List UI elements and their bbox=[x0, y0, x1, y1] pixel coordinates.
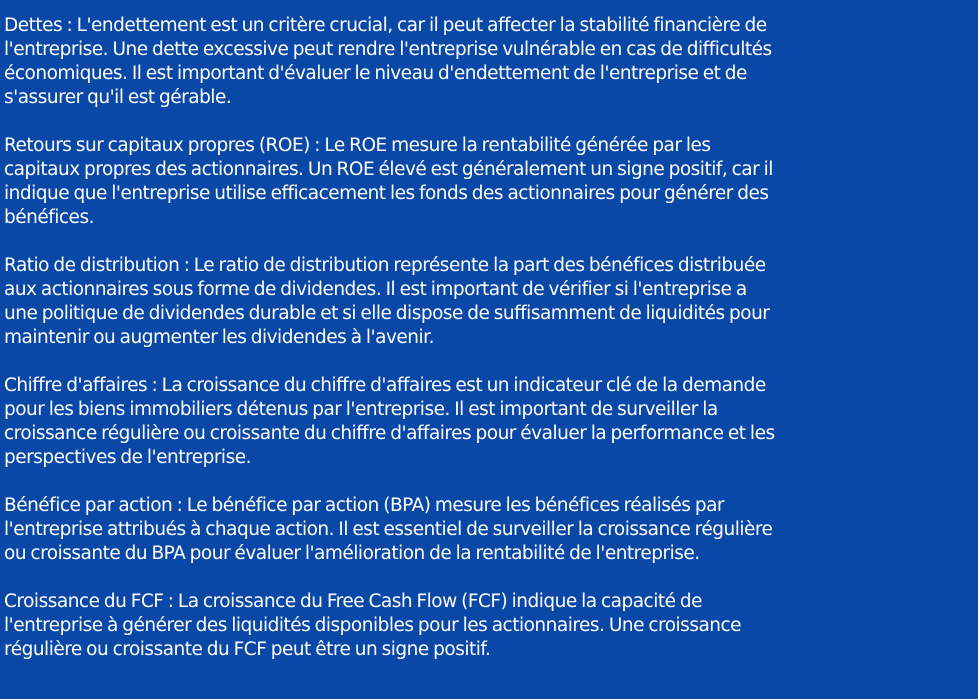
text-line: Chiffre d'affaires : La croissance du chiffre d'affaires est un indicateur clé de la demande bbox=[4, 375, 766, 396]
text-line: Dettes : L'endettement est un critère crucial, car il peut affecter la stabilité financière de bbox=[4, 15, 767, 36]
text-line: Ratio de distribution : Le ratio de distribution représente la part des bénéfices distribuée bbox=[4, 255, 766, 276]
text-line: Retours sur capitaux propres (ROE) : Le ROE mesure la rentabilité générée par les bbox=[4, 135, 711, 156]
paragraph-chiffre-affaires bbox=[4, 374, 972, 470]
text-line: bénéfices. bbox=[4, 207, 94, 228]
text-line: Croissance du FCF : La croissance du Free Cash Flow (FCF) indique la capacité de bbox=[4, 591, 703, 612]
text-line: régulière ou croissante du FCF peut être un signe positif. bbox=[4, 639, 491, 660]
text-line: aux actionnaires sous forme de dividendes. Il est important de vérifier si l'entreprise a bbox=[4, 279, 747, 300]
paragraph-bpa bbox=[4, 494, 972, 566]
text-line: ou croissante du BPA pour évaluer l'amélioration de la rentabilité de l'entreprise. bbox=[4, 543, 700, 564]
text-line: pour les biens immobiliers détenus par l'entreprise. Il est important de surveiller la bbox=[4, 399, 718, 420]
text-line: indique que l'entreprise utilise efficacement les fonds des actionnaires pour générer des bbox=[4, 183, 769, 204]
text-line: l'entreprise à générer des liquidités disponibles pour les actionnaires. Une croissance bbox=[4, 615, 742, 636]
paragraph-ratio-distribution bbox=[4, 254, 972, 350]
text-line: capitaux propres des actionnaires. Un ROE élevé est généralement un signe positif, car il bbox=[4, 159, 773, 180]
text-line: perspectives de l'entreprise. bbox=[4, 447, 251, 468]
text-line: s'assurer qu'il est gérable. bbox=[4, 87, 232, 108]
text-line: Bénéfice par action : Le bénéfice par action (BPA) mesure les bénéfices réalisés par bbox=[4, 495, 725, 516]
text-line: l'entreprise attribués à chaque action. Il est essentiel de surveiller la croissance régulière bbox=[4, 519, 773, 540]
paragraph-dettes bbox=[4, 14, 972, 110]
text-line: maintenir ou augmenter les dividendes à l'avenir. bbox=[4, 327, 434, 348]
text-line: l'entreprise. Une dette excessive peut rendre l'entreprise vulnérable en cas de difficultés bbox=[4, 39, 772, 60]
text-line: une politique de dividendes durable et si elle dispose de suffisamment de liquidités pour bbox=[4, 303, 770, 324]
document-body bbox=[4, 14, 972, 686]
paragraph-fcf bbox=[4, 590, 972, 662]
text-line: économiques. Il est important d'évaluer le niveau d'endettement de l'entreprise et de bbox=[4, 63, 747, 84]
paragraph-roe bbox=[4, 134, 972, 230]
text-line: croissance régulière ou croissante du chiffre d'affaires pour évaluer la performance et les bbox=[4, 423, 775, 444]
